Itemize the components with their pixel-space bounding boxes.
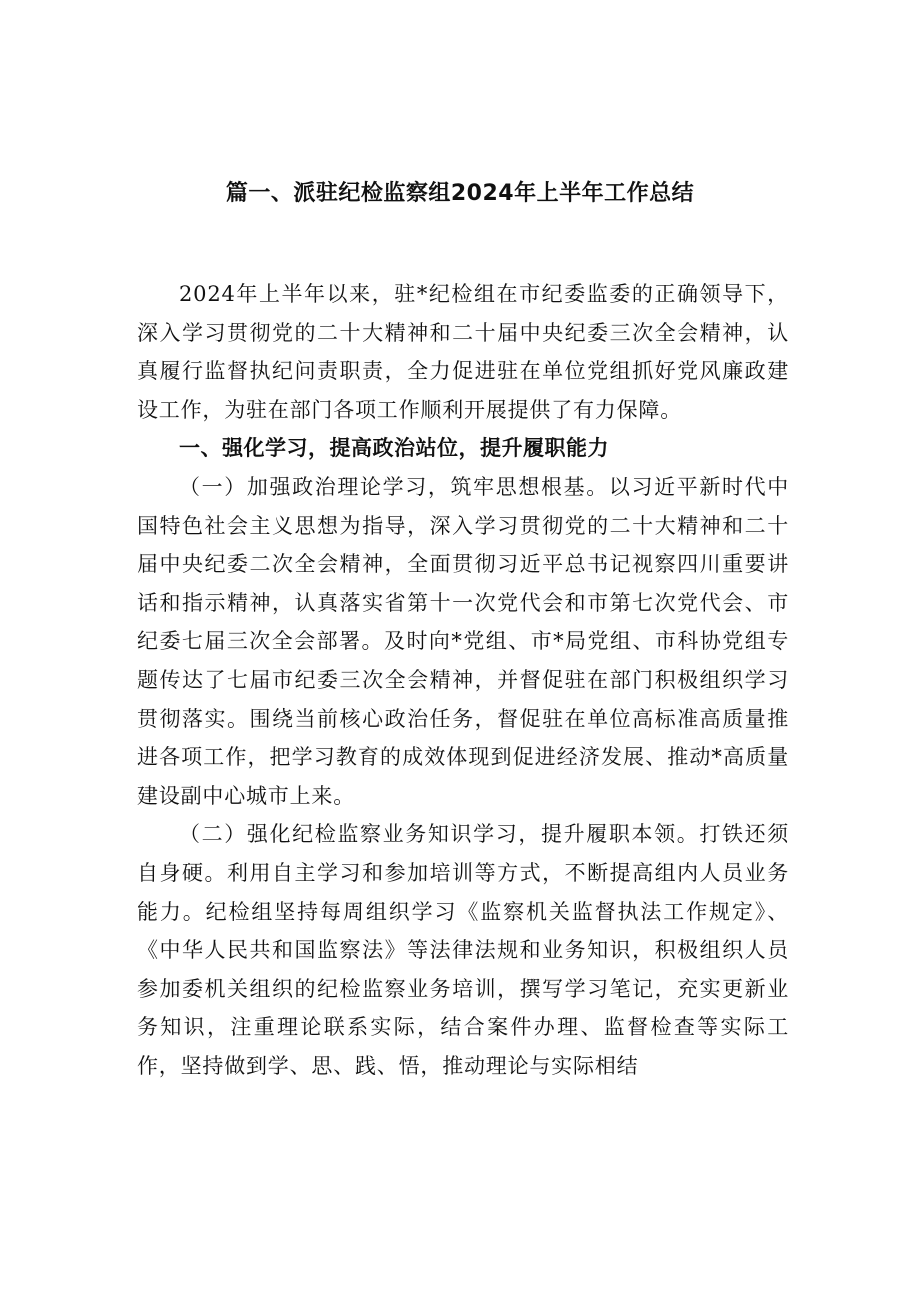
intro-paragraph: 2024年上半年以来，驻*纪检组在市纪委监委的正确领导下，深入学习贯彻党的二十大精神和二十届中央纪委三次全会精神，认真履行监督执纪问责职责，全力促进驻在单位党组抓好党风廉政建设工作，为驻在部门各项工作顺利开展提供了有力保障。 (137, 282, 789, 422)
document-title: 篇一、派驻纪检监察组2024年上半年工作总结 (225, 181, 695, 206)
paragraph-1: （一）加强政治理论学习，筑牢思想根基。以习近平新时代中国特色社会主义思想为指导，深入学习贯彻党的二十大精神和二十届中央纪委二次全会精神，全面贯彻习近平总书记视察四川重要讲话和指示精神，认真落实省第十一次党代会和市第七次党代会、市纪委七届三次全会部署。及时向*党组、市*局党组、市科协党组专题传达了七届市纪委三次全会精神，并督促驻在部门积极组织学习贯彻落实。围绕当前核心政治任务，督促驻在单位高标准高质量推进各项工作，把学习教育的成效体现到促进经济发展、推动*高质量建设副中心城市上来。 (137, 474, 789, 808)
section-heading: 一、强化学习，提高政治站位，提升履职能力 (179, 436, 609, 461)
paragraph-2: （二）强化纪检监察业务知识学习，提升履职本领。打铁还须自身硬。利用自主学习和参加培训等方式，不断提高组内人员业务能力。纪检组坚持每周组织学习《监察机关监督执法工作规定》、《中华人民共和国监察法》等法律法规和业务知识，积极组织人员参加委机关组织的纪检监察业务培训，撰写学习笔记，充实更新业务知识，注重理论联系实际，结合案件办理、监督检查等实际工作，坚持做到学、思、践、悟，推动理论与实际相结 (137, 822, 789, 1078)
document-body (137, 275, 789, 1085)
